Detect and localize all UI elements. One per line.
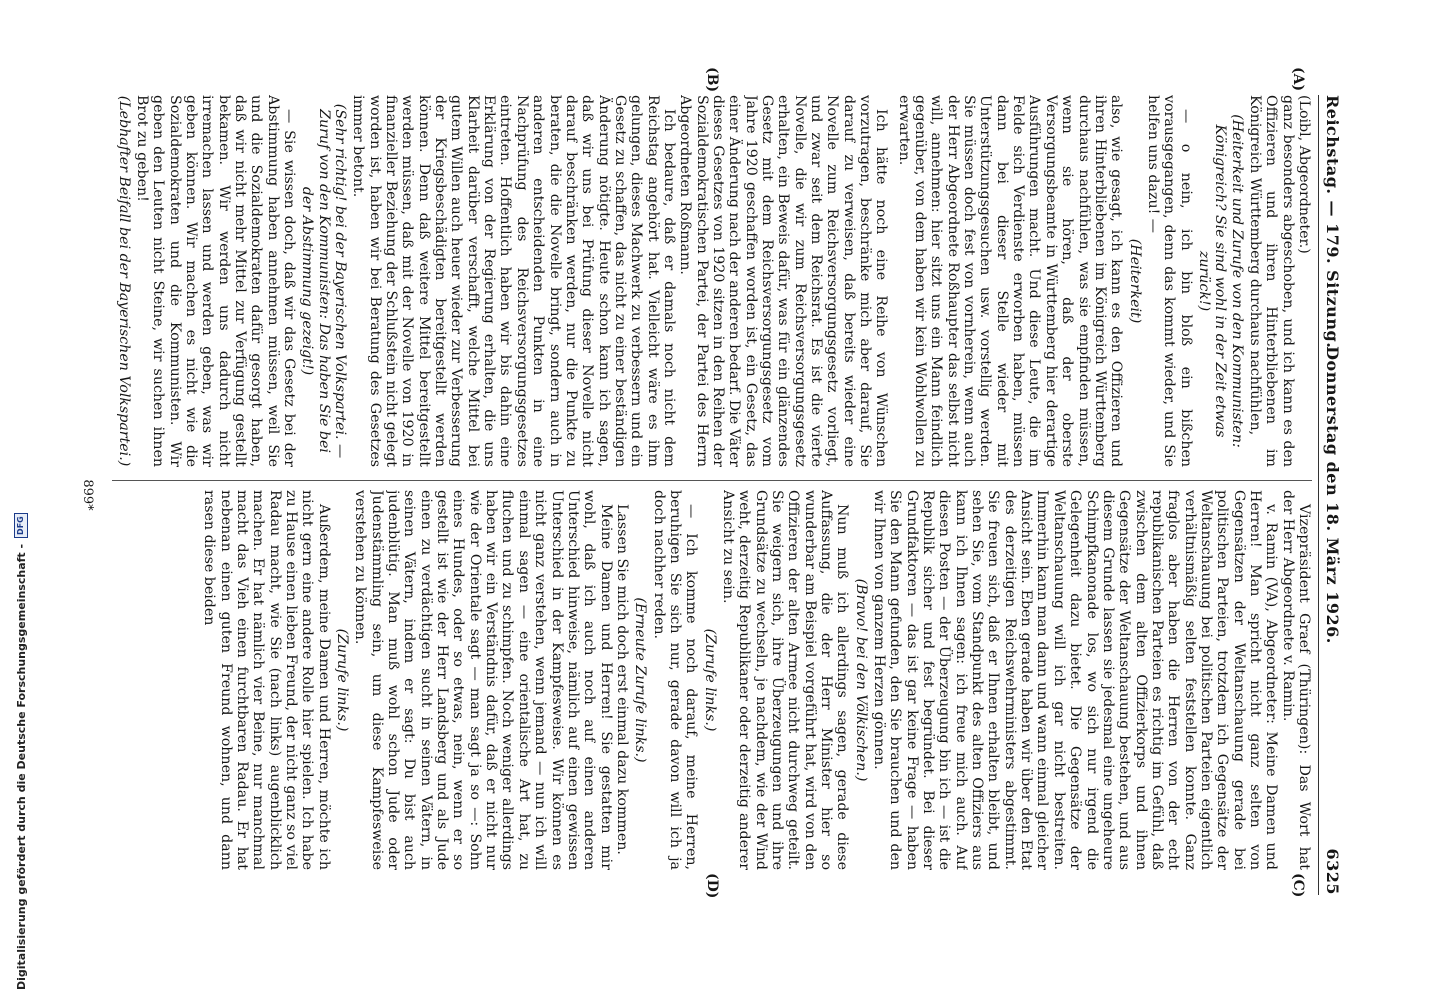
margin-marker-a: (A) [1290,67,1306,92]
header-left: Reichstag. — 179. Sitzung. [1323,95,1342,349]
right-paragraph: Lassen Sie mich doch erst einmal dazu kommen. [613,504,630,855]
right-paragraph: Meine Damen und Herren! Sie gestatten mir wohl, daß ich auch noch auf einen anderen Unterschied hinweise, nämlich auf einen gewissen Unterschied in der Kampfesweise. Wir können es nicht ganz verstehen, wenn jemand — nun ich will einmal sagen — eine orientalische Art hat, zu fluchen und zu schimpfen. Noch weniger allerdings haben wir ein Verständnis dafür, daß er nicht nur wie der Orientale sagt — man sagt ja so —: Sohn eines Hundes, oder so etwas, nein, wenn er so gestellt ist wie der Herr Landsberg und als Jude einen zu verdächtigen sucht in seinen Vätern, in seinen Vätern, indem er sagt: Du bist auch judenblütig. Man muß wohl schon Jude oder Judenstämmling sein, um diese Kampfesweise verstehen zu können. [352,490,614,870]
header-rule [1318,95,1319,895]
right-paragraph: (Zurufe links.) [701,628,718,732]
right-paragraph: — Ich komme noch darauf, meine Herren, beruhigen Sie sich nur, gerade davon will ich ja doch nachher reden. [650,490,700,870]
margin-marker-b: (B) [704,67,720,93]
right-paragraph: Vizepräsident Graef (Thüringen): Das Wort hat der Herr Abgeordnete v. Ramin. [1279,490,1312,870]
margin-marker-d: (D) [704,873,720,899]
credit-text: Digitalisierung gefördert durch die Deutsche Forschungsgemeinschaft - [14,543,28,990]
left-paragraph: Ich hätte noch eine Reihe von Wünschen vorzutragen, beschränke mich aber darauf, Sie darauf zu verweisen, daß bereits wieder eine Novelle zum Reichsversorgungsgesetz vorliegt, und zwar seit dem Reichsrat. Es ist die vierte Novelle, die wir zum Reichsversorgungsgesetz erhalten, ein Beweis dafür, was für ein glänzendes Gesetz mit dem Reichsversorgungsgesetz vom Jahre 1920 geschaffen worden ist, ein Gesetz, das einer Änderung nach der anderen bedarf. Die Väter dieses Gesetzes von 1920 sitzen in den Reihen der Sozialdemokratischen Partei, der Partei des Herrn Abgeordneten Roßmann. [677,95,890,467]
left-paragraph: ganz besonders abgeschoben, und ich kann es den Offizieren und ihren Hinterbliebenen im Königreich Württemberg durchaus nachfühlen, [1246,95,1296,467]
right-paragraph: (Erneute Zurufe links.) [632,597,649,763]
column-divider [112,480,1312,481]
left-paragraph: (Sehr richtig! bei der Bayerischen Volkspartei. — Zuruf von den Kommunisten: Das haben Sie bei der Abstimmung gezeigt!) [299,103,349,459]
left-paragraph: — o nein, ich bin bloß ein bißchen vorausgegangen, denn das kommt wieder, und Sie helfen uns dazu! — [1144,95,1194,467]
right-paragraph: Nun muß ich allerdings sagen, gerade diese Auffassung, die der Herr Minister hier so wunderbar am Beispiel vorgeführt hat, wird von den Offizieren der alten Armee nicht durchweg geteilt. Sie weigern sich, ihre Überzeugungen und ihre Grundsätze zu wechseln, je nachdem, wie der Wind weht, derzeitig Republikaner oder derzeitig anderer Ansicht zu sein. [719,490,851,870]
digitization-credit [14,513,28,990]
header-date: Donnerstag den 18. März 1926. [1323,346,1342,644]
left-paragraph: Ich bedaure, daß er damals noch nicht dem Reichstag angehört hat. Vielleicht wäre es ihm gelungen, dieses Machwerk zu verbessern und ein Gesetz zu schaffen, das nicht zu einer beständigen Änderung nötigte. Heute schon kann ich sagen, daß wir uns bei Prüfung dieser Novelle nicht darauf beschränken werden, nur die Punkte zu beraten, die die Novelle bringt, sondern auch in anderen entscheidenden Punkten in eine Nachprüfung des Reichsversorgungsgesetzes eintreten. Hoffentlich haben wir bis dahin eine Erklärung von der Regierung erhalten, die uns Klarheit darüber verschafft, welche Mittel bei gutem Willen auch heuer wieder zur Verbesserung der Kriegsbeschädigten bereitgestellt werden können. Denn daß weitere Mittel bereitgestellt werden müssen, daß mit der Novelle von 1920 in finanzieller Beziehung der Schlußstein nicht gelegt worden ist, haben wir bei Beratung des Gesetzes immer betont. [350,95,677,467]
dfg-logo: DFG [14,513,28,538]
page-header [1320,95,1340,895]
right-paragraph: (Zurufe links.) [334,628,351,732]
left-paragraph: also, wie gesagt, ich kann es den Offizieren und ihren Hinterbliebenen im Königreich Württemberg durchaus nachfühlen, was sie empfinden müssen, wenn sie hören, daß der oberste Versorgungsbeamte in Württemberg hier derartige Ausführungen macht. Und diese Leute, die im Felde sich Verdienste erworben haben, müssen dann bei dieser Stelle wieder mit Unterstützungsgesuchen usw. vorstellig werden. Sie müssen doch fest von vornherein, wenn auch der Herr Abgeordnete Roßhaupter das selbst nicht will, annehmen: hier sitzt uns ein Mann feindlich gegenüber, von dem haben wir kein Wohlwollen zu erwarten. [895,95,1125,467]
page-footer: 899* [80,479,95,511]
left-paragraph: (Heiterkeit und Zurufe von den Kommunisten: Königreich? Sie sind wohl in der Zeit etwas zurück!) [1195,114,1245,448]
left-paragraph: (Loibl, Abgeordneter.) [1296,95,1312,254]
left-paragraph: — Sie wissen doch, daß wir das Gesetz bei der Abstimmung haben annehmen müssen, weil Sie und die Sozialdemokraten dafür gesorgt haben, daß wir nicht mehr Mittel zur Verfügung gestellt bekamen. Wir werden uns dadurch nicht irremachen lassen und werden geben, was wir geben können. Wir machen es nicht wie die Sozialdemokraten und die Kommunisten. Wir geben den Leuten nicht Steine, wir suchen ihnen Brot zu geben! [133,95,298,467]
left-text-column [87,95,1312,467]
rotated-document-page [80,67,1342,899]
left-paragraph: (Lebhafter Beifall bei der Bayerischen Volkspartei.) [115,95,132,467]
right-paragraph: (Bravo! bei den Völkischen.) [852,578,869,782]
margin-marker-c: (C) [1290,873,1306,898]
right-paragraph: Außerdem, meine Damen und Herren, möchte ich nicht gern eine andere Rolle hier spielen. Ich habe zu Hause einen lieben Freund, der nicht ganz so viel Radau macht, wie Sie (nach links) augenblicklich machen. Er hat nämlich vier Beine, nur manchmal macht das Vieh einen furchtbaren Radau. Er hat nebenan einen guten Freund wohnen, und dann rasen diese beiden [201,490,332,870]
right-paragraph: v. Ramin (VA), Abgeordneter: Meine Damen und Herren! Man spricht nicht ganz selten von Gegensätzen der Weltanschauung gerade bei politischen Parteien, trotzdem ich Gegensätze der Weltanschauung bei politischen Parteien eigentlich verhältnismäßig selten feststellen konnte. Ganz fraglos aber haben die Herren von der echt republikanischen Parteien es richtig im Gefühl, daß zwischen dem alten Offizierkorps und ihnen Gegensätze der Weltanschauung bestehen, und aus diesem Grunde lassen sie jedesmal eine ungeheure Schimpfkanonade los, wo sich nur irgend die Gelegenheit dazu bietet. Die Gegensätze der Weltanschauung will ich gar nicht bestreiten. Immerhin kann man dann und wann einmal gleicher Ansicht sein. Eben gerade haben wir über den Etat des derzeitigen Reichswehrministers abgestimmt. Sie freuen sich, daß er Ihnen erhalten bleibt, und sehen Sie, vom Standpunkt des alten Offiziers aus kann ich Ihnen sagen: ich freue mich auch. Auf diesen Posten — der Überzeugung bin ich — ist die Republik sicher und fest begründet. Bei dieser Grundfaktoren — das ist gar keine Frage — haben Sie den Mann gefunden, den Sie brauchen und den wir Ihnen von ganzem Herzen gönnen. [871,490,1280,870]
left-paragraph: (Heiterkeit) [1126,238,1143,324]
page-number: 6325 [1323,848,1342,895]
right-text-column [87,490,1312,870]
